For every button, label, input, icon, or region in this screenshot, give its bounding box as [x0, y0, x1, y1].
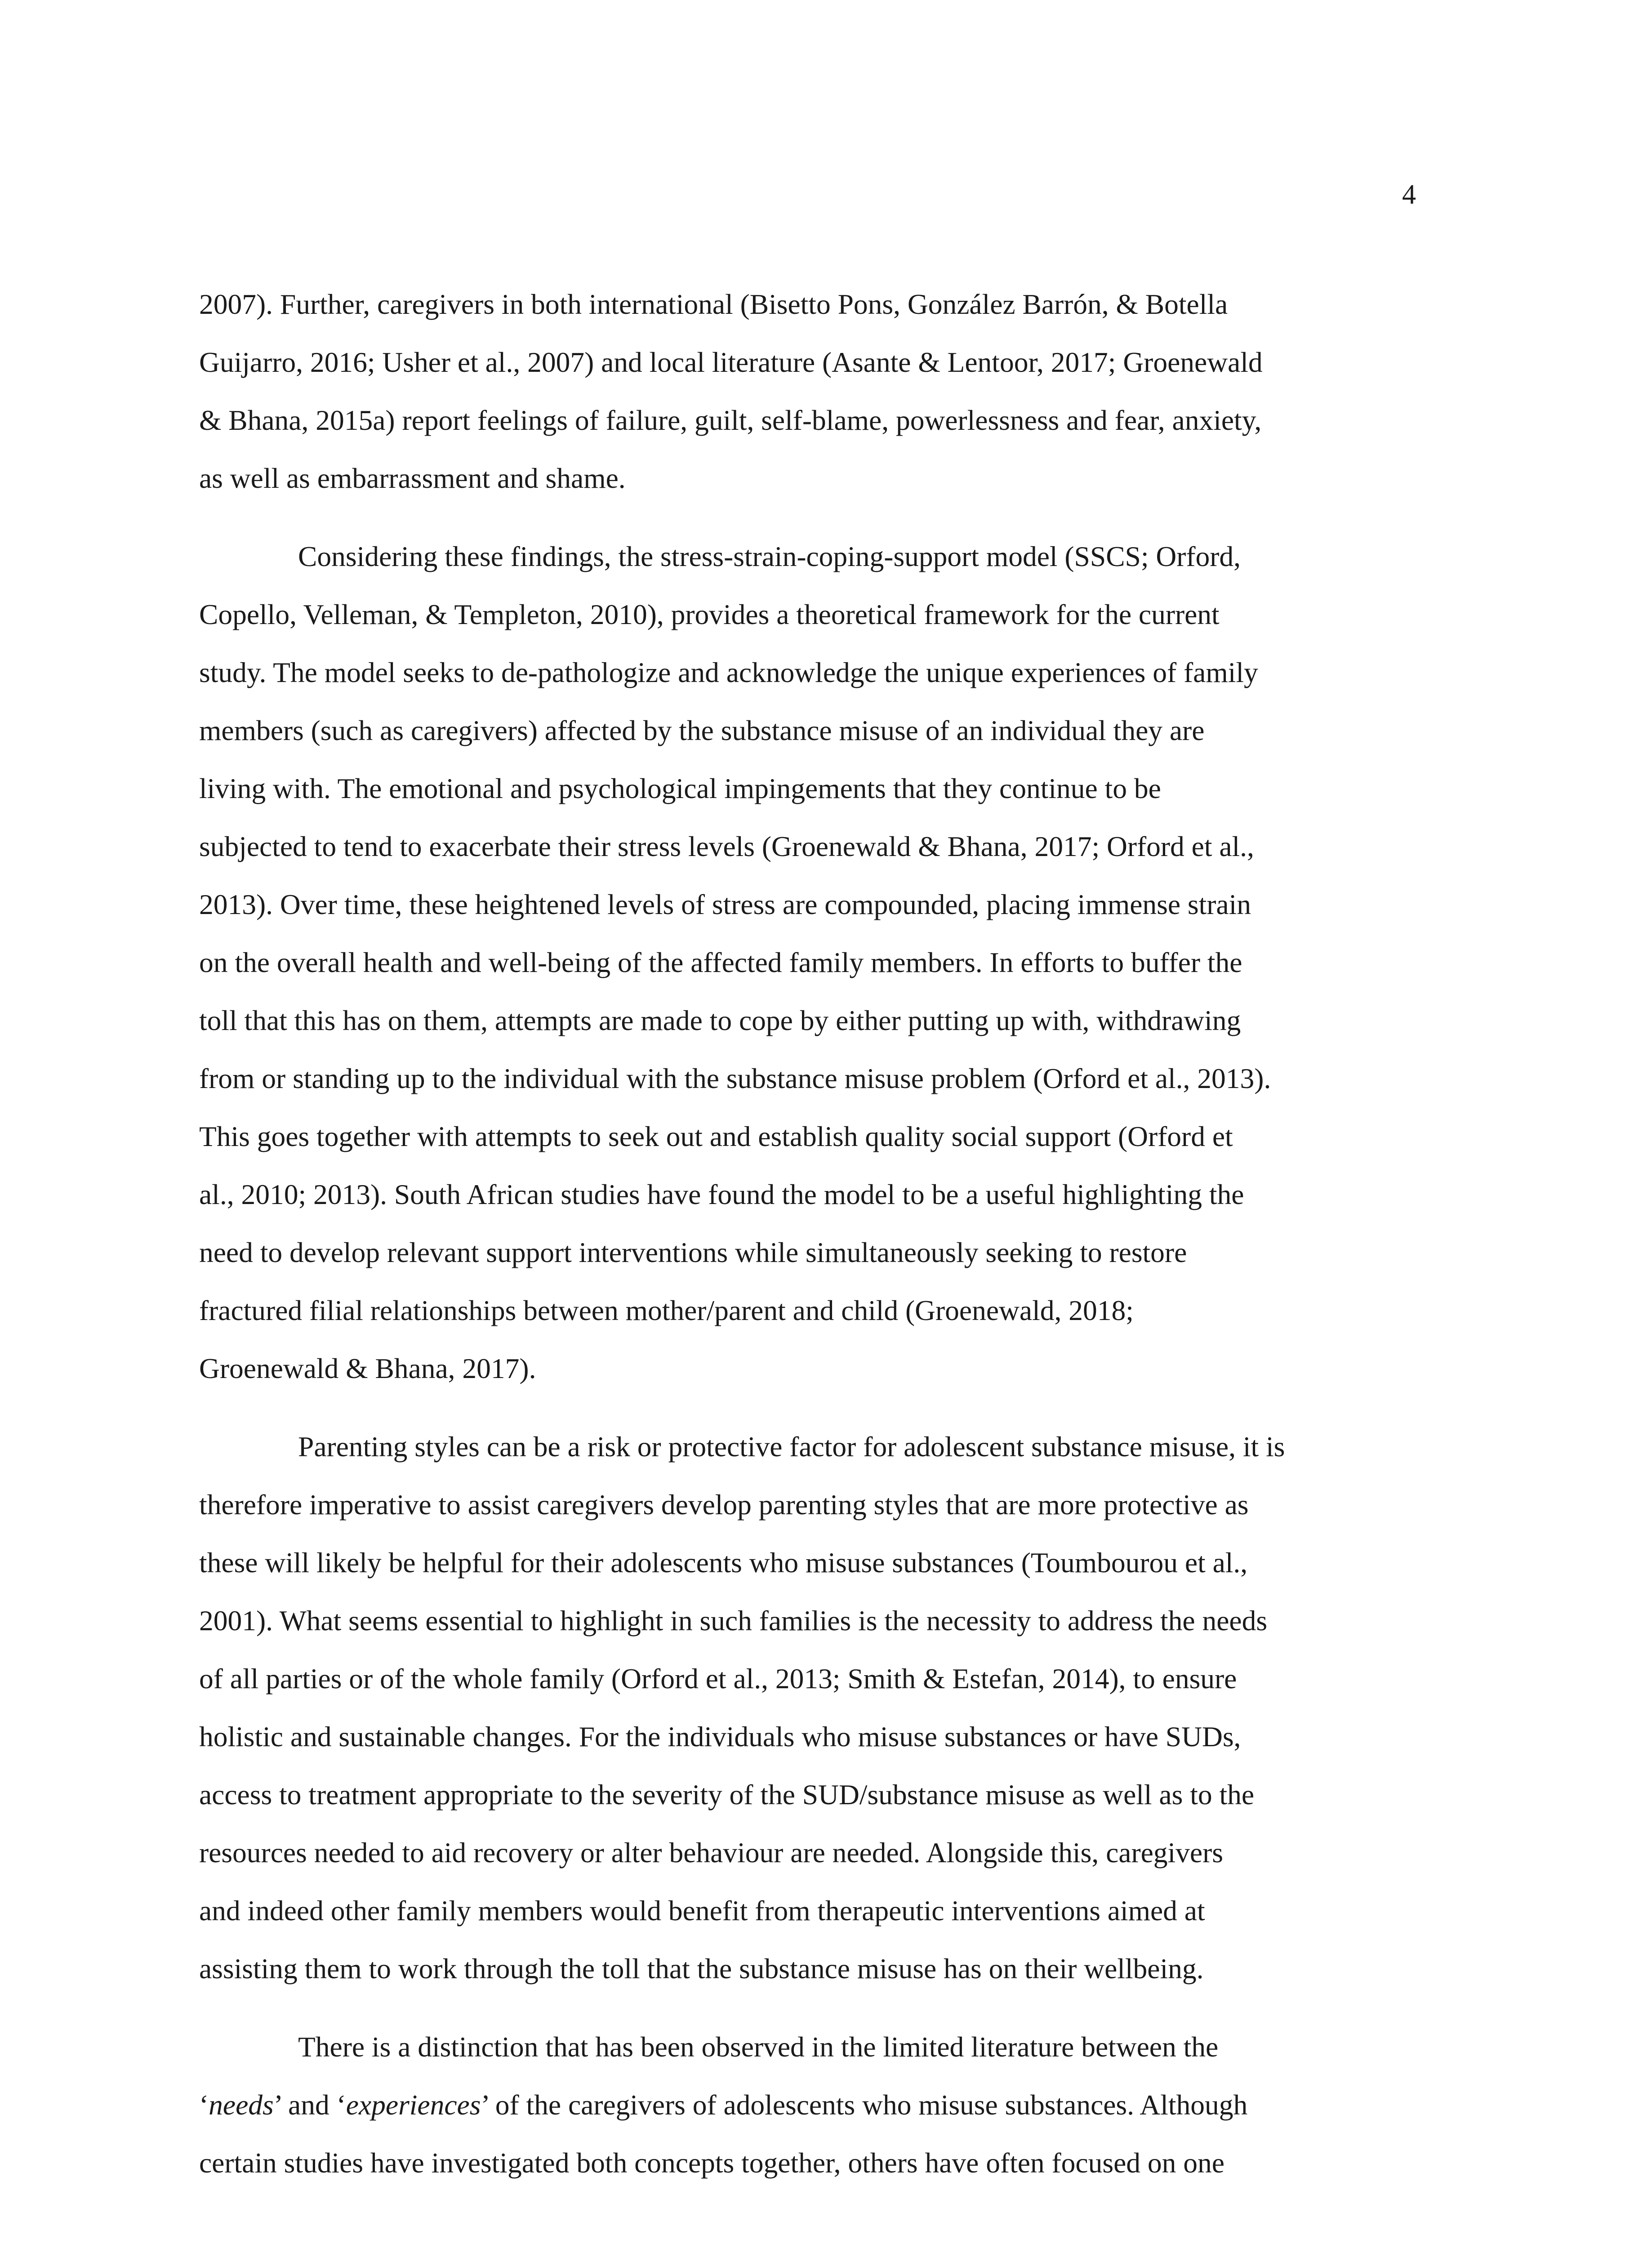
text-line: fractured filial relationships between mother/parent and child (Groenewald, 2018;	[199, 1294, 1134, 1326]
text-line: from or standing up to the individual with the substance misuse problem (Orford et al., 2013).	[199, 1062, 1271, 1094]
text-line: assisting them to work through the toll that the substance misuse has on their wellbeing.	[199, 1953, 1204, 1985]
text-line-italic-terms: ‘needs’ and ‘experiences’ of the caregivers of adolescents who misuse substances. Although	[199, 2089, 1248, 2121]
text-line: therefore imperative to assist caregivers develop parenting styles that are more protective as	[199, 1489, 1249, 1521]
italic-term: experiences	[346, 2089, 481, 2121]
text-line: al., 2010; 2013). South African studies have found the model to be a useful highlighting the	[199, 1178, 1244, 1210]
text-line: of all parties or of the whole family (Orford et al., 2013; Smith & Estefan, 2014), to ensure	[199, 1663, 1237, 1695]
document-body	[199, 275, 1453, 2212]
text-line: study. The model seeks to de-pathologize and acknowledge the unique experiences of family	[199, 656, 1258, 688]
text-line: There is a distinction that has been observed in the limited literature between the	[298, 2031, 1219, 2063]
text-line: This goes together with attempts to seek out and establish quality social support (Orford et	[199, 1120, 1233, 1152]
text-line: Parenting styles can be a risk or protective factor for adolescent substance misuse, it is	[298, 1431, 1285, 1463]
text-line: these will likely be helpful for their adolescents who misuse substances (Toumbourou et al.,	[199, 1547, 1248, 1579]
text-line: 2001). What seems essential to highlight in such families is the necessity to address the needs	[199, 1605, 1268, 1637]
text-line: as well as embarrassment and shame.	[199, 462, 626, 494]
text-line: 2007). Further, caregivers in both international (Bisetto Pons, González Barrón, & Botella	[199, 288, 1228, 320]
text-line: resources needed to aid recovery or alter behaviour are needed. Alongside this, caregivers	[199, 1837, 1223, 1869]
text-line: living with. The emotional and psychological impingements that they continue to be	[199, 772, 1161, 804]
paragraph-1	[199, 275, 1453, 507]
text-line: certain studies have investigated both concepts together, others have often focused on one	[199, 2147, 1225, 2179]
text-line: on the overall health and well-being of the affected family members. In efforts to buffer the	[199, 946, 1242, 978]
text-line: 2013). Over time, these heightened levels of stress are compounded, placing immense strain	[199, 888, 1251, 920]
text-line: members (such as caregivers) affected by the substance misuse of an individual they are	[199, 714, 1205, 746]
text-line: subjected to tend to exacerbate their stress levels (Groenewald & Bhana, 2017; Orford et al.,	[199, 830, 1254, 862]
paragraph-2	[199, 527, 1453, 1397]
page-number: 4	[1402, 179, 1416, 210]
paragraph-3	[199, 1418, 1453, 1998]
text-line: need to develop relevant support interventions while simultaneously seeking to restore	[199, 1236, 1187, 1268]
text-line: toll that this has on them, attempts are made to cope by either putting up with, withdrawing	[199, 1004, 1241, 1036]
text-line: holistic and sustainable changes. For the individuals who misuse substances or have SUDs,	[199, 1721, 1241, 1753]
text-line: Groenewald & Bhana, 2017).	[199, 1352, 536, 1384]
text-line: access to treatment appropriate to the severity of the SUD/substance misuse as well as to the	[199, 1779, 1255, 1811]
text-line: Guijarro, 2016; Usher et al., 2007) and local literature (Asante & Lentoor, 2017; Groenewald	[199, 346, 1263, 378]
text-line: & Bhana, 2015a) report feelings of failure, guilt, self-blame, powerlessness and fear, anxiety,	[199, 404, 1262, 436]
text-line: Copello, Velleman, & Templeton, 2010), provides a theoretical framework for the current	[199, 598, 1220, 630]
text-line: Considering these findings, the stress-strain-coping-support model (SSCS; Orford,	[298, 540, 1241, 572]
paragraph-4	[199, 2018, 1453, 2192]
italic-term: needs	[209, 2089, 274, 2121]
text-line: and indeed other family members would benefit from therapeutic interventions aimed at	[199, 1895, 1205, 1927]
